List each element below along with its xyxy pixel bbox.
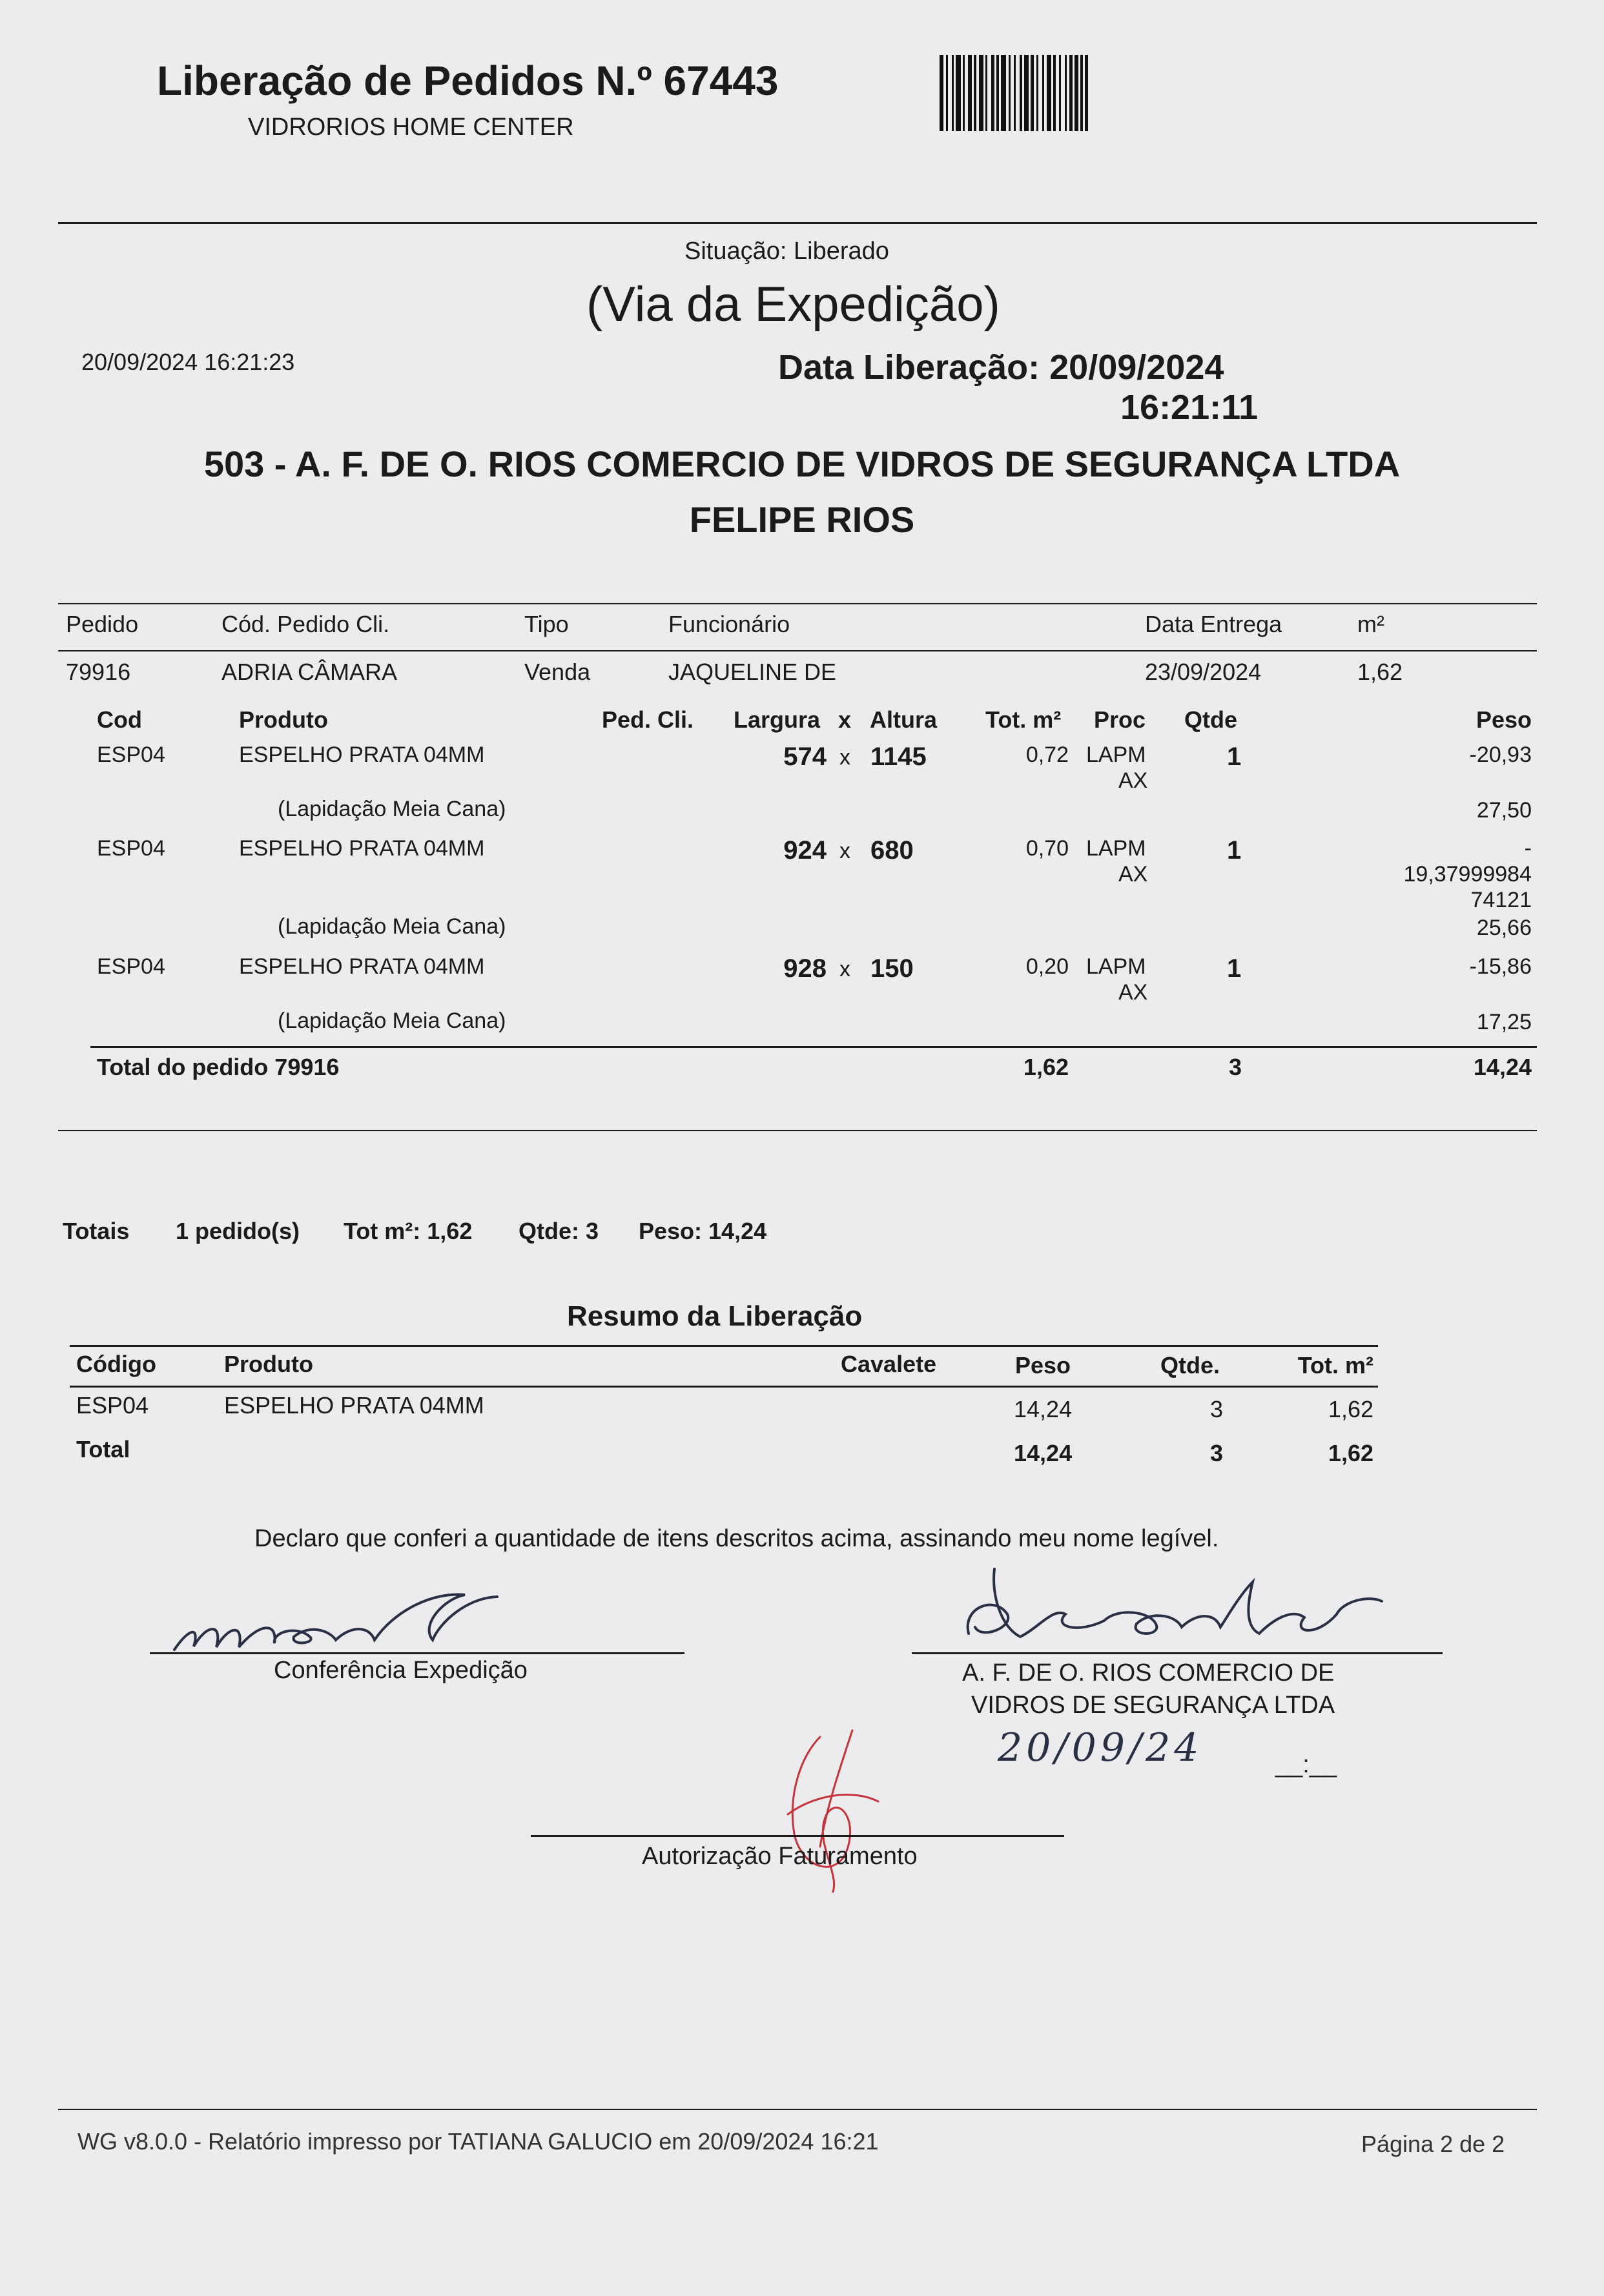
- barcode-bar: [1042, 55, 1044, 131]
- footer-page: Página 2 de 2: [1361, 2131, 1505, 2157]
- col-cod: Cod: [97, 706, 142, 733]
- resumo-tot-m2: 1,62: [1328, 1396, 1373, 1422]
- resumo-col-cavalete: Cavalete: [841, 1351, 937, 1377]
- barcode-bar: [1031, 55, 1034, 131]
- handwritten-date: 20/09/24: [998, 1725, 1203, 1770]
- item-proc: LAPM: [1086, 836, 1146, 861]
- declaration: Declaro que conferi a quantidade de itens descritos acima, assinando meu nome legível.: [254, 1525, 1219, 1552]
- resumo-top-rule: [70, 1345, 1378, 1347]
- resumo-col-codigo: Código: [76, 1351, 156, 1377]
- item-tot-m2: 0,20: [1025, 954, 1069, 979]
- resumo-total-tot-m2: 1,62: [1328, 1440, 1373, 1466]
- client-signature: [956, 1556, 1395, 1659]
- document-title: Liberação de Pedidos N.º 67443: [157, 57, 779, 104]
- company-name: VIDRORIOS HOME CENTER: [248, 114, 574, 141]
- item-altura: 150: [870, 954, 914, 983]
- col-data-entrega: Data Entrega: [1145, 611, 1282, 637]
- resumo-total-peso: 14,24: [1014, 1440, 1073, 1466]
- item-peso: -15,86: [1469, 954, 1532, 979]
- resumo-peso: 14,24: [1014, 1396, 1073, 1422]
- barcode-bar: [952, 55, 954, 131]
- val-data-entrega: 23/09/2024: [1145, 659, 1262, 685]
- barcode-bar: [1080, 55, 1083, 131]
- item-subline: (Lapidação Meia Cana): [278, 914, 506, 939]
- data-liberacao: Data Liberação: 20/09/2024: [778, 348, 1224, 387]
- col-funcionario: Funcionário: [668, 611, 790, 637]
- resumo-mid-rule: [70, 1386, 1378, 1388]
- data-liberacao-time: 16:21:11: [1120, 388, 1259, 427]
- barcode-bar: [1065, 55, 1067, 131]
- barcode-bar: [940, 55, 943, 131]
- totais-label: Totais: [63, 1218, 130, 1244]
- client-sign-name-2: VIDROS DE SEGURANÇA LTDA: [971, 1692, 1335, 1719]
- resumo-qtde: 3: [1210, 1396, 1224, 1422]
- item-x: x: [839, 957, 850, 981]
- item-proc: LAPM: [1086, 954, 1146, 979]
- client-sign-line: [912, 1652, 1443, 1654]
- item-largura: 928: [783, 954, 827, 983]
- conferencia-label: Conferência Expedição: [274, 1657, 528, 1684]
- footer-rule: [58, 2109, 1537, 2110]
- item-peso-line2: 19,37999984: [1403, 862, 1532, 887]
- item-largura: 924: [783, 836, 827, 865]
- barcode-bar: [979, 55, 983, 131]
- col-produto: Produto: [239, 706, 328, 733]
- item-produto: ESPELHO PRATA 04MM: [239, 954, 485, 979]
- col-x: x: [838, 706, 852, 733]
- resumo-produto: ESPELHO PRATA 04MM: [224, 1392, 484, 1419]
- item-tot-m2: 0,72: [1025, 743, 1069, 767]
- col-peso: Peso: [1475, 706, 1532, 733]
- val-funcionario: JAQUELINE DE: [668, 659, 837, 685]
- barcode-bar: [991, 55, 994, 131]
- col-tot-m2: Tot. m²: [985, 706, 1062, 733]
- item-cod: ESP04: [97, 954, 165, 979]
- item-produto: ESPELHO PRATA 04MM: [239, 743, 485, 767]
- col-cod-pedido-cli: Cód. Pedido Cli.: [221, 611, 390, 637]
- barcode-bar: [1069, 55, 1073, 131]
- col-pedido: Pedido: [66, 611, 139, 637]
- barcode-bar: [1014, 55, 1016, 131]
- item-proc-2: AX: [1118, 980, 1148, 1005]
- situacao: Situação: Liberado: [684, 238, 889, 265]
- item-peso-sub: 27,50: [1476, 798, 1532, 823]
- totais-peso: Peso: 14,24: [639, 1218, 767, 1244]
- item-proc: LAPM: [1086, 743, 1146, 767]
- barcode-bar: [1047, 55, 1051, 131]
- client-contact: FELIPE RIOS: [689, 499, 915, 540]
- item-subline: (Lapidação Meia Cana): [278, 797, 506, 821]
- order-total-m2: 1,62: [1023, 1054, 1069, 1080]
- col-proc: Proc: [1094, 706, 1146, 733]
- item-cod: ESP04: [97, 836, 165, 861]
- barcode-bar: [1020, 55, 1022, 131]
- totais-qtde: Qtde: 3: [519, 1218, 599, 1244]
- printed-timestamp: 20/09/2024 16:21:23: [81, 349, 295, 375]
- item-proc-2: AX: [1118, 862, 1148, 887]
- barcode-bar: [946, 55, 948, 131]
- item-cod: ESP04: [97, 743, 165, 767]
- item-peso: -20,93: [1469, 743, 1532, 767]
- red-initials: [762, 1717, 891, 1898]
- col-ped-cli: Ped. Cli.: [602, 706, 694, 733]
- item-largura: 574: [783, 743, 827, 771]
- resumo-codigo: ESP04: [76, 1392, 149, 1419]
- barcode-bar: [974, 55, 976, 131]
- val-pedido: 79916: [66, 659, 131, 685]
- via-label: (Via da Expedição): [586, 277, 1000, 332]
- autorizacao-sign-line: [531, 1835, 1064, 1837]
- resumo-col-peso: Peso: [1015, 1352, 1071, 1379]
- barcode-bar: [963, 55, 965, 131]
- barcode-bar: [1053, 55, 1056, 131]
- item-qtde: 1: [1227, 836, 1242, 865]
- item-altura: 680: [870, 836, 914, 865]
- barcode-bar: [1009, 55, 1011, 131]
- barcode-bar: [968, 55, 972, 131]
- barcode-bar: [1074, 55, 1078, 131]
- barcode-bar: [1024, 55, 1029, 131]
- item-subline: (Lapidação Meia Cana): [278, 1009, 506, 1033]
- resumo-total-qtde: 3: [1210, 1440, 1224, 1466]
- item-peso: -: [1524, 836, 1532, 861]
- item-altura: 1145: [870, 743, 927, 771]
- col-altura: Altura: [870, 706, 938, 733]
- item-qtde: 1: [1227, 954, 1242, 983]
- barcode-bar: [1036, 55, 1038, 131]
- header-rule: [58, 222, 1537, 224]
- col-tipo: Tipo: [524, 611, 569, 637]
- barcode-bar: [985, 55, 987, 131]
- resumo-total-label: Total: [76, 1436, 130, 1462]
- item-x: x: [839, 839, 850, 863]
- order-end-rule: [58, 1130, 1537, 1131]
- order-total-qtde: 3: [1229, 1054, 1242, 1080]
- item-peso-line3: 74121: [1470, 888, 1532, 912]
- barcode: [940, 55, 1199, 131]
- item-peso-sub: 17,25: [1476, 1010, 1532, 1034]
- barcode-bar: [956, 55, 961, 131]
- resumo-col-tot-m2: Tot. m²: [1297, 1352, 1373, 1379]
- order-total-rule: [90, 1046, 1537, 1048]
- footer-left: WG v8.0.0 - Relatório impresso por TATIANA GALUCIO em 20/09/2024 16:21: [77, 2128, 879, 2155]
- totais-pedidos: 1 pedido(s): [176, 1218, 300, 1244]
- val-cod-pedido-cli: ADRIA CÂMARA: [221, 659, 398, 685]
- item-x: x: [839, 745, 850, 770]
- barcode-bar: [1059, 55, 1061, 131]
- barcode-bar: [1001, 55, 1006, 131]
- conferencia-signature: [161, 1585, 523, 1663]
- resumo-col-produto: Produto: [224, 1351, 313, 1377]
- time-blank: __:__: [1275, 1751, 1337, 1778]
- autorizacao-label: Autorização Faturamento: [642, 1843, 918, 1870]
- item-qtde: 1: [1227, 743, 1242, 771]
- item-tot-m2: 0,70: [1025, 836, 1069, 861]
- barcode-bar: [1085, 55, 1088, 131]
- client-sign-name-1: A. F. DE O. RIOS COMERCIO DE: [962, 1659, 1335, 1686]
- order-table-mid-rule: [58, 650, 1537, 651]
- item-proc-2: AX: [1118, 768, 1148, 793]
- resumo-col-qtde: Qtde.: [1160, 1352, 1220, 1379]
- order-total-peso: 14,24: [1473, 1054, 1532, 1080]
- conferencia-sign-line: [150, 1652, 684, 1654]
- order-table-top-rule: [58, 603, 1537, 604]
- totais-tot-m2: Tot m²: 1,62: [344, 1218, 473, 1244]
- resumo-title: Resumo da Liberação: [567, 1300, 863, 1332]
- client-name: 503 - A. F. DE O. RIOS COMERCIO DE VIDROS DE SEGURANÇA LTDA: [203, 444, 1401, 484]
- col-largura: Largura: [734, 706, 821, 733]
- item-peso-sub: 25,66: [1476, 916, 1532, 940]
- order-total-label: Total do pedido 79916: [97, 1054, 340, 1080]
- val-tipo: Venda: [524, 659, 591, 685]
- item-produto: ESPELHO PRATA 04MM: [239, 836, 485, 861]
- val-m2: 1,62: [1357, 659, 1403, 685]
- barcode-bar: [996, 55, 999, 131]
- col-m2: m²: [1357, 611, 1384, 637]
- col-qtde: Qtde: [1184, 706, 1238, 733]
